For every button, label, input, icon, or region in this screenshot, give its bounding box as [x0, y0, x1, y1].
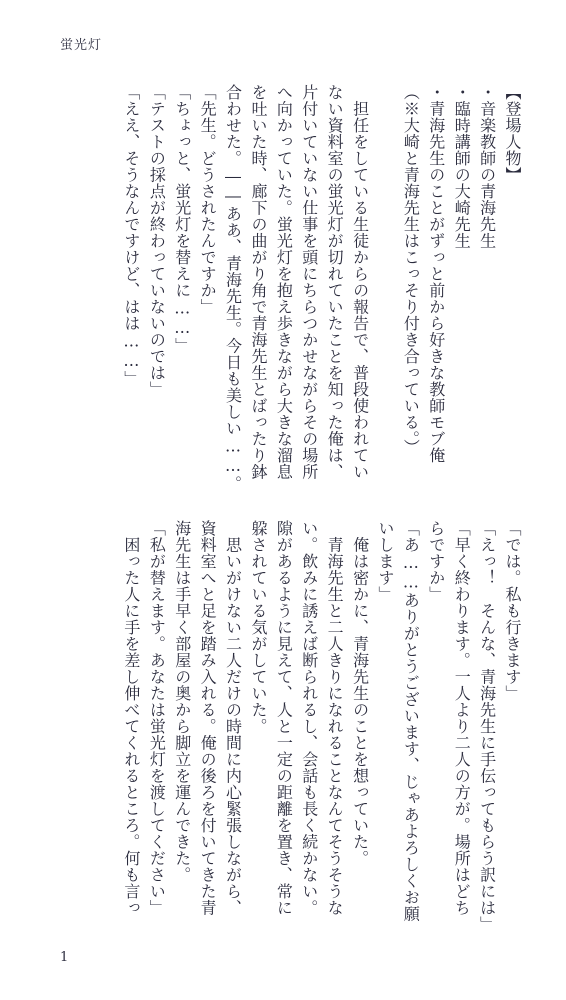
text-line: いします」: [375, 520, 395, 603]
blank-line: [373, 84, 398, 488]
text-line: （※大崎と青海先生はこっそり付き合っている。）: [401, 84, 421, 456]
text-line: 「ええ、そうなんですけど、はは……」: [121, 84, 141, 387]
text-line: 片付いていない仕事を頭にちらつかせながらその場所: [299, 84, 319, 480]
text-line: を吐いた時、廊下の曲がり角で青海先生とばったり鉢: [248, 84, 268, 480]
upper-text-block: [50, 84, 525, 492]
text-line: 「では。私も行きます」: [503, 520, 522, 702]
text-line: 俺は密かに、青海先生のことを想っていた。: [350, 520, 370, 867]
text-line: へ向かっていた。蛍光灯を抱え歩きながら大きな溜息: [274, 84, 294, 480]
text-line: ・音楽教師の青海先生: [477, 84, 497, 249]
text-line: 「テストの採点が終わっていないのでは」: [147, 84, 167, 398]
text-line: 隙があるように見えて、人と一定の距離を置き、常に: [274, 520, 294, 916]
text-line: ・青海先生のことがずっと前から好きな教師モブ俺: [426, 84, 446, 464]
text-line: ・臨時講師の大崎先生: [452, 84, 472, 249]
page-number: 1: [60, 950, 69, 965]
text-line: 海先生は手早く部屋の奥から脚立を運んできた。: [172, 520, 192, 883]
text-line: 「早く終わります。一人より二人の方が。場所はどち: [452, 520, 472, 916]
text-line: 「私が替えます。あなたは蛍光灯を渡してください」: [147, 520, 167, 916]
text-line: 「あ……ありがとうございます、じゃあよろしくお願: [401, 520, 421, 922]
text-line: 「ちょっと、蛍光灯を替えに……」: [172, 84, 192, 354]
text-line: い。飲みに誘えば断られるし、会話も長く続かない。: [299, 520, 319, 916]
text-line: 困った人に手を差し伸べてくれるところ。何も言っ: [121, 520, 141, 916]
text-line: 資料室へと足を踏み入れる。俺の後ろを付いてきた青: [198, 520, 218, 916]
text-line: 青海先生と二人きりになれることなんてそうそうな: [325, 520, 345, 916]
text-line: 躱されている気がしていた。: [248, 520, 268, 735]
text-line: 合わせた。――ああ、青海先生。今日も美しい……。: [223, 84, 243, 492]
text-line: 「えっ！ そんな、青海先生に手伝ってもらう訳には」: [477, 520, 497, 933]
text-line: 【登場人物】: [503, 84, 522, 183]
lower-text-block: [50, 520, 525, 933]
text-line: らですか」: [426, 520, 446, 603]
text-line: ない資料室の蛍光灯が切れていたことを知った俺は、: [325, 84, 345, 480]
running-header-title: 蛍光灯: [60, 38, 103, 53]
text-line: 思いがけない二人だけの時間に内心緊張しながら、: [223, 520, 243, 916]
text-line: 担任をしている生徒からの報告で、普段使われてい: [350, 84, 370, 480]
text-line: 「先生。どうされたんですか」: [198, 84, 218, 315]
